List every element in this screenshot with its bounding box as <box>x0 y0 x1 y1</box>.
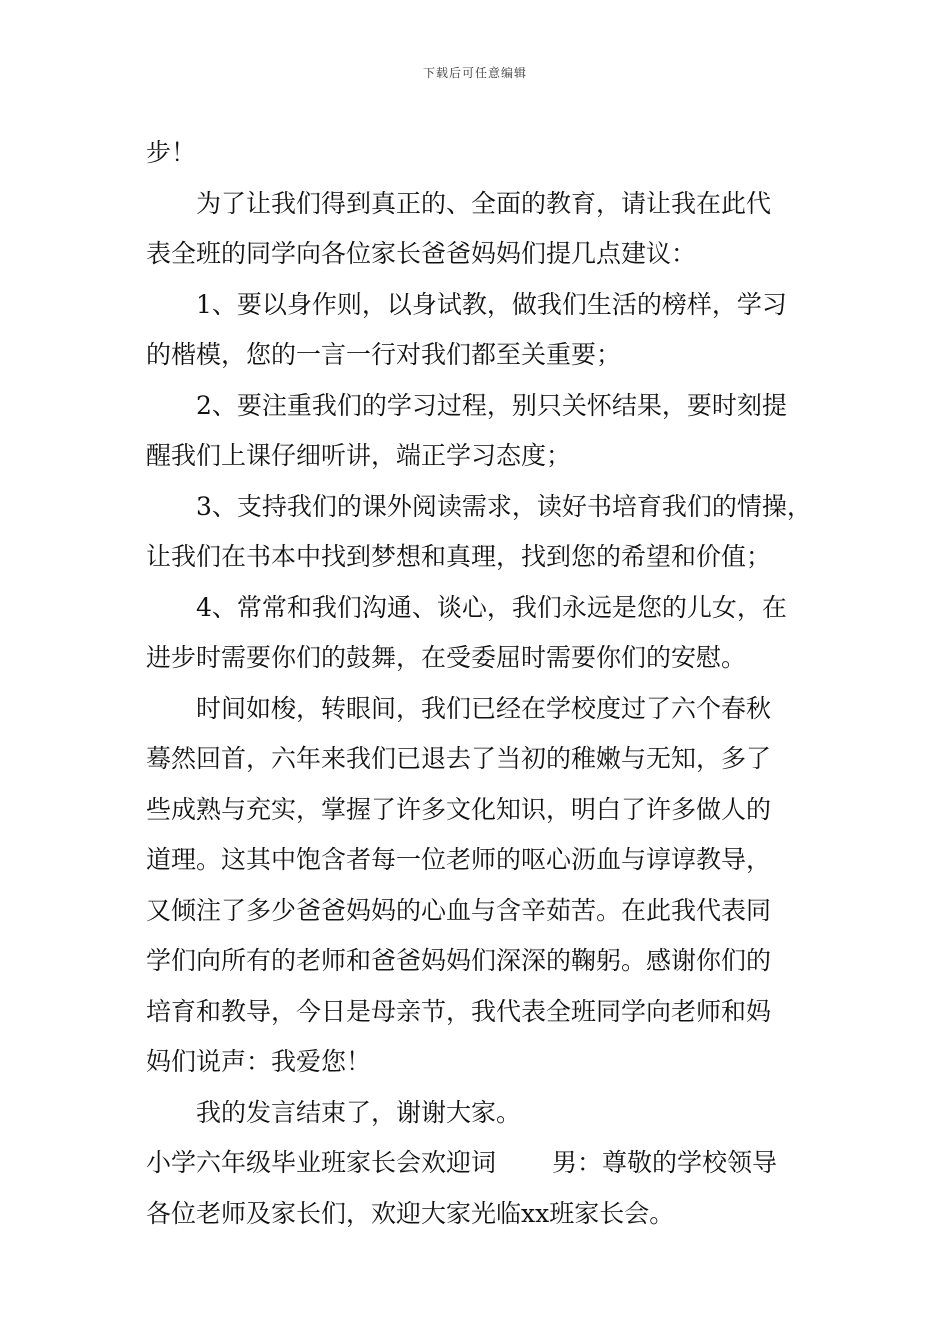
text-line: 4、常常和我们沟通、谈心，我们永远是您的儿女，在 <box>196 592 787 622</box>
text-line: 我的发言结束了，谢谢大家。 <box>196 1097 522 1127</box>
text-line: 为了让我们得到真正的、全面的教育，请让我在此代 <box>196 188 772 218</box>
text-line: 蓦然回首，六年来我们已退去了当初的稚嫩与无知，多了 <box>146 744 772 773</box>
welcome-speech-line: 各位老师及家长们，欢迎大家光临xx班家长会。 <box>146 1198 675 1228</box>
text-line: 1、要以身作则，以身试教，做我们生活的榜样，学习 <box>196 289 787 319</box>
paragraph-lines <box>146 128 846 1138</box>
text-line: 3、支持我们的课外阅读需求，读好书培育我们的情操， <box>196 491 812 521</box>
text-line: 2、要注重我们的学习过程，别只关怀结果，要时刻提 <box>196 390 787 420</box>
text-line: 表全班的同学向各位家长爸爸妈妈们提几点建议： <box>146 239 697 268</box>
text-line: 让我们在书本中找到梦想和真理，找到您的希望和价值； <box>146 542 772 571</box>
text-line: 又倾注了多少爸爸妈妈的心血与含辛茹苦。在此我代表同 <box>146 895 772 925</box>
welcome-speech-title: 小学六年级毕业班家长会欢迎词 <box>146 1148 497 1177</box>
text-line: 妈们说声：我爱您！ <box>146 1047 372 1076</box>
page-header-note: 下载后可任意编辑 <box>422 66 527 80</box>
welcome-speech-title-line <box>146 1138 846 1189</box>
text-line: 培育和教导，今日是母亲节，我代表全班同学向老师和妈 <box>146 996 772 1026</box>
text-line: 学们向所有的老师和爸爸妈妈们深深的鞠躬。感谢你们的 <box>146 946 772 975</box>
speaker-greeting: 男：尊敬的学校领导 <box>552 1148 778 1177</box>
text-line: 的楷模，您的一言一行对我们都至关重要； <box>146 340 622 369</box>
text-line: 醒我们上课仔细听讲，端正学习态度； <box>146 441 572 470</box>
text-line: 道理。这其中饱含者每一位老师的呕心沥血与谆谆教导， <box>146 845 772 874</box>
text-line: 时间如梭，转眼间，我们已经在学校度过了六个春秋 <box>196 693 772 723</box>
text-line: 进步时需要你们的鼓舞，在受委屈时需要你们的安慰。 <box>146 643 747 672</box>
document-body <box>146 128 846 1239</box>
text-line: 步！ <box>146 138 197 167</box>
text-line: 些成熟与充实，掌握了许多文化知识，明白了许多做人的 <box>146 794 772 824</box>
